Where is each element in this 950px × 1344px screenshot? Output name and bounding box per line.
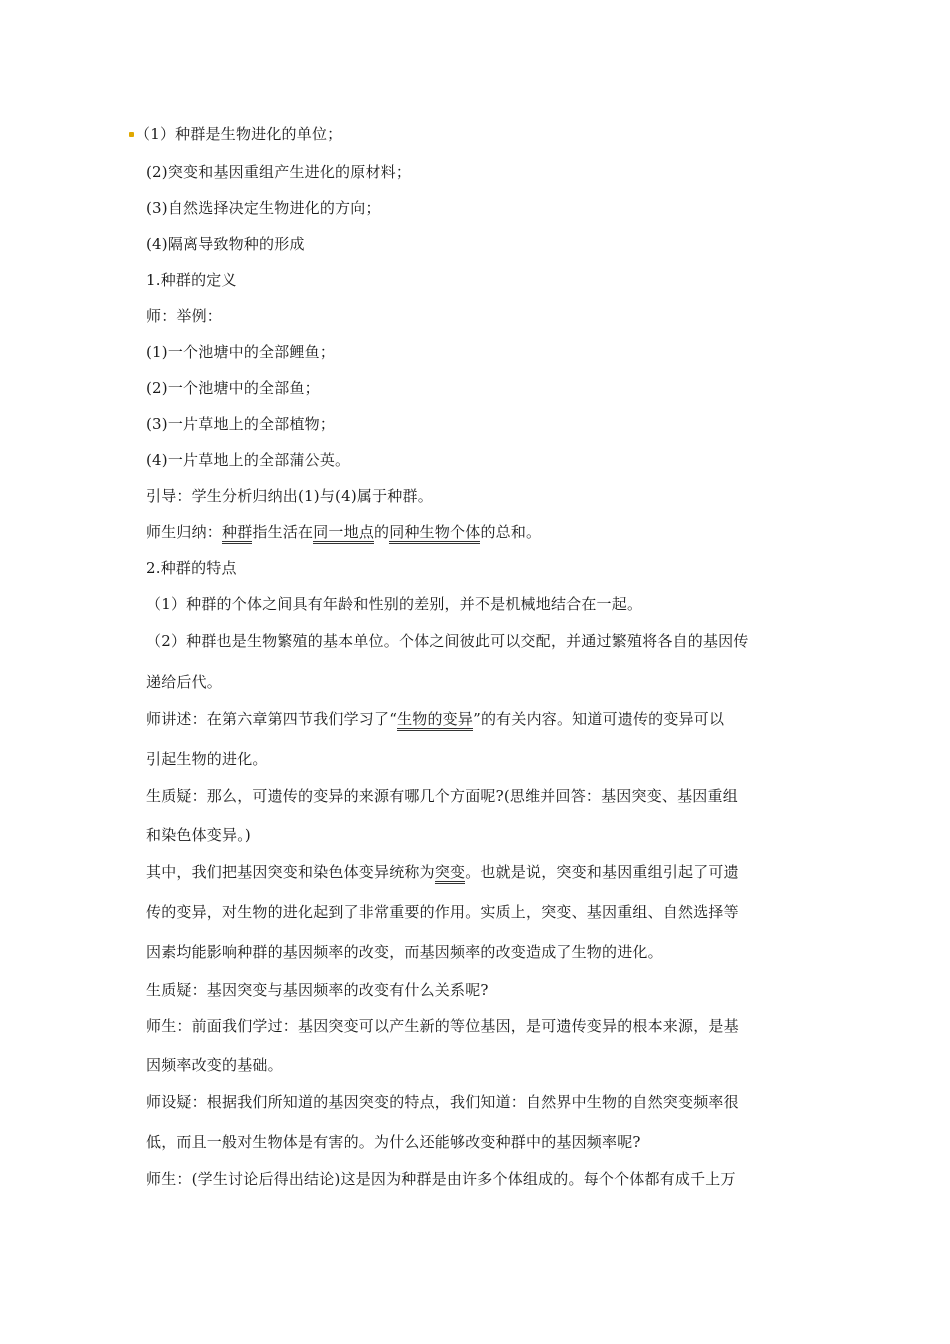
text-line: 师设疑：根据我们所知道的基因突变的特点，我们知道：自然界中生物的自然突变频率很 [146,1093,739,1111]
underlined-term: 同一地点 [313,523,374,544]
text-span: 的 [374,523,390,541]
text-line [146,709,810,729]
text-line: 因素均能影响种群的基因频率的改变，而基因频率的改变造成了生物的进化。 [146,943,663,961]
text-line: (3)自然选择决定生物进化的方向； [146,199,381,217]
marker-dot [129,132,134,137]
text-line: （2）种群也是生物繁殖的基本单位。个体之间彼此可以交配，并通过繁殖将各自的基因传 [146,632,749,650]
text-line: 师：举例： [146,307,223,325]
text-line: 生质疑：基因突变与基因频率的改变有什么关系呢? [146,981,489,999]
definition-line [146,522,810,542]
underlined-term: 同种生物个体 [389,523,480,544]
text-span: 的总和。 [480,523,542,541]
section-heading: 2.种群的特点 [146,559,237,577]
text-line: 因频率改变的基础。 [146,1056,283,1074]
text-span: 。也就是说，突变和基因重组引起了可遗 [465,863,739,881]
list-item: (1)一个池塘中的全部鲤鱼； [146,343,336,361]
text-line: 传的变异，对生物的进化起到了非常重要的作用。实质上，突变、基因重组、自然选择等 [146,903,739,921]
text-span: 其中，我们把基因突变和染色体变异统称为 [146,863,435,881]
section-heading: 1.种群的定义 [146,271,237,289]
text-line: 师生：前面我们学过：基因突变可以产生新的等位基因，是可遗传变异的根本来源，是基 [146,1017,739,1035]
underlined-term: 突变 [435,863,465,884]
text-line: 引起生物的进化。 [146,750,268,768]
text-line: 递给后代。 [146,673,223,691]
list-item: (2)一个池塘中的全部鱼； [146,379,320,397]
list-item: (3)一片草地上的全部植物； [146,415,336,433]
text-span: 师讲述：在第六章第四节我们学习了“ [146,710,398,728]
text-line: 生质疑：那么，可遗传的变异的来源有哪几个方面呢?(思维并回答：基因突变、基因重组 [146,787,738,805]
text-line [146,862,810,882]
text-line: 引导：学生分析归纳出(1)与(4)属于种群。 [146,487,433,505]
text-span: 指生活在 [252,523,314,541]
text-line: （1）种群的个体之间具有年龄和性别的差别，并不是机械地结合在一起。 [146,595,643,613]
text-line: (2)突变和基因重组产生进化的原材料； [146,163,412,181]
underlined-term: 生物的变异 [397,710,473,731]
text-line: （1）种群是生物进化的单位； [135,125,343,143]
text-line: 和染色体变异。) [146,826,251,844]
text-span: ”的有关内容。知道可遗传的变异可以 [473,710,725,728]
text-line: 低，而且一般对生物体是有害的。为什么还能够改变种群中的基因频率呢? [146,1133,641,1151]
list-item: (4)一片草地上的全部蒲公英。 [146,451,351,469]
text-line: (4)隔离导致物种的形成 [146,235,305,253]
text-span: 师生归纳： [146,523,223,541]
text-line: 师生：(学生讨论后得出结论)这是因为种群是由许多个体组成的。每个个体都有成千上万 [146,1170,736,1188]
underlined-term: 种群 [222,523,252,544]
